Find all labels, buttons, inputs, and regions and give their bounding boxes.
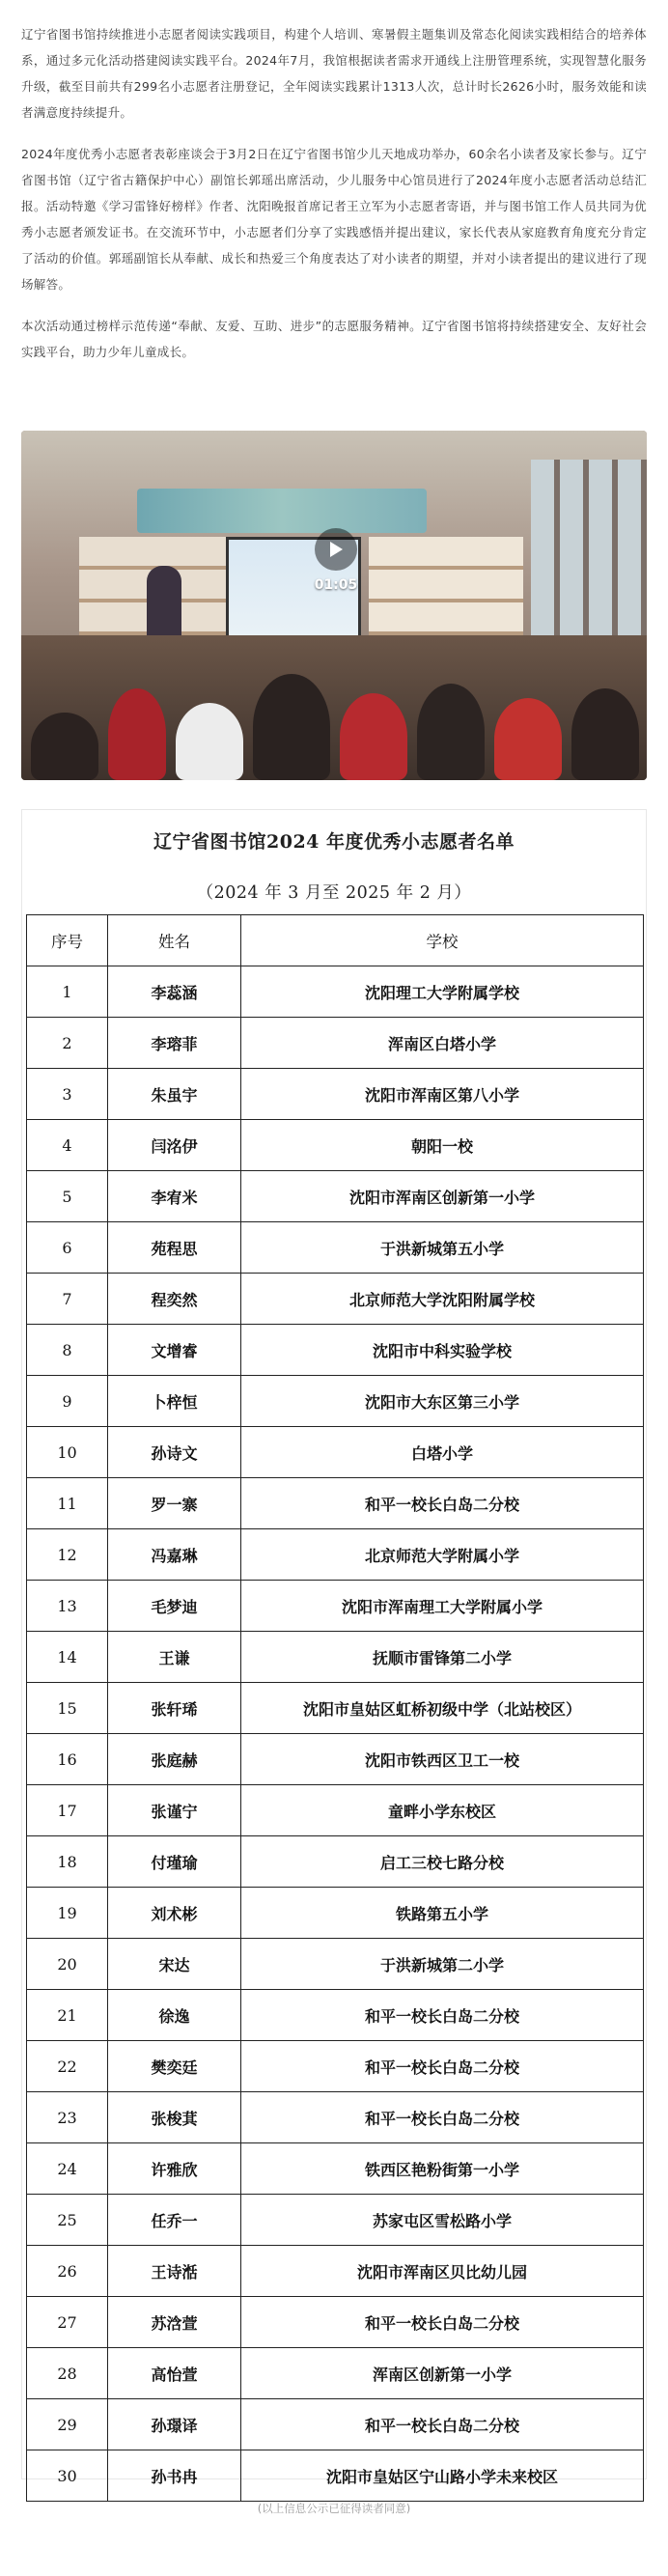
table-row [27,2399,644,2450]
row-number: 27 [27,2297,108,2348]
article-paragraph-3: 本次活动通过榜样示范传递“奉献、友爱、互助、进步”的志愿服务精神。辽宁省图书馆将持续搭建安全、友好社会实践平台，助力少年儿童成长。 [21,319,647,359]
row-number: 5 [27,1171,108,1222]
table-row [27,1888,644,1939]
table-row [27,2297,644,2348]
video-play-button[interactable] [315,528,357,571]
row-number: 21 [27,1990,108,2041]
volunteer-name: 付瑾瑜 [108,1836,241,1888]
row-number: 12 [27,1529,108,1581]
table-row [27,1274,644,1325]
table-row [27,1120,644,1171]
row-number: 7 [27,1274,108,1325]
volunteer-name: 刘术彬 [108,1888,241,1939]
volunteer-name: 罗一寨 [108,1478,241,1529]
volunteer-name: 张庭赫 [108,1734,241,1785]
header-school: 学校 [241,915,644,966]
volunteer-name: 苏浛萱 [108,2297,241,2348]
school-name: 沈阳市浑南区第八小学 [241,1069,644,1120]
volunteer-name: 闫洺伊 [108,1120,241,1171]
school-name: 铁路第五小学 [241,1888,644,1939]
school-name: 浑南区白塔小学 [241,1018,644,1069]
table-row [27,1683,644,1734]
volunteer-name: 张谨宁 [108,1785,241,1836]
school-name: 和平一校长白岛二分校 [241,1478,644,1529]
school-name: 沈阳市铁西区卫工一校 [241,1734,644,1785]
volunteer-name: 李蕊涵 [108,966,241,1018]
volunteer-name: 徐逸 [108,1990,241,2041]
row-number: 15 [27,1683,108,1734]
article-body [21,21,647,365]
school-name: 抚顺市雷锋第二小学 [241,1632,644,1683]
table-row [27,1018,644,1069]
table-header-row [27,915,644,966]
table-row [27,1171,644,1222]
table-row [27,1632,644,1683]
header-name: 姓名 [108,915,241,966]
row-number: 10 [27,1427,108,1478]
row-number: 30 [27,2450,108,2502]
row-number: 1 [27,966,108,1018]
school-name: 白塔小学 [241,1427,644,1478]
school-name: 沈阳市皇姑区虹桥初级中学（北站校区） [241,1683,644,1734]
table-row [27,1427,644,1478]
header-number: 序号 [27,915,108,966]
play-icon [327,540,345,559]
volunteer-name: 冯嘉琳 [108,1529,241,1581]
row-number: 25 [27,2195,108,2246]
volunteer-name: 王诗湉 [108,2246,241,2297]
volunteer-name: 孙诗文 [108,1427,241,1478]
table-row [27,2195,644,2246]
table-row [27,1529,644,1581]
row-number: 16 [27,1734,108,1785]
event-video[interactable] [21,431,647,780]
article-paragraph-2: 2024年度优秀小志愿者表彰座谈会于3月2日在辽宁省图书馆少儿天地成功举办，60余名小读者及家长参与。辽宁省图书馆（辽宁省古籍保护中心）副馆长郭瑶出席活动，少儿服务中心馆员进行了2024年度小志愿者活动总结汇报。活动特邀《学习雷锋好榜样》作者、沈阳晚报首席记者王立军为小志愿者寄语，并与图书馆工作人员共同为优秀小志愿者颁发证书。在交流环节中，小志愿者们分享了实践感悟并提出建议，家长代表从家庭教育角度充分肯定了活动的价值。郭瑶副馆长从奉献、成长和热爱三个角度表达了对小读者的期望，并对小读者提出的建议进行了现场解答。 [21,147,647,292]
volunteer-name: 许雅欣 [108,2143,241,2195]
table-row [27,1325,644,1376]
row-number: 22 [27,2041,108,2092]
table-body [27,966,644,2502]
row-number: 3 [27,1069,108,1120]
school-name: 浑南区创新第一小学 [241,2348,644,2399]
footnote: (以上信息公示已征得读者同意) [257,2502,411,2515]
volunteer-name: 李宥米 [108,1171,241,1222]
row-number: 28 [27,2348,108,2399]
table-row [27,1836,644,1888]
row-number: 17 [27,1785,108,1836]
table-row [27,1990,644,2041]
school-name: 北京师范大学沈阳附属学校 [241,1274,644,1325]
school-name: 于洪新城第二小学 [241,1939,644,1990]
school-name: 苏家屯区雪松路小学 [241,2195,644,2246]
list-subtitle: （2024 年 3 月至 2025 年 2 月） [196,883,472,903]
volunteer-name: 张梭萁 [108,2092,241,2143]
table-row [27,1581,644,1632]
volunteer-name: 樊奕廷 [108,2041,241,2092]
row-number: 29 [27,2399,108,2450]
school-name: 启工三校七路分校 [241,1836,644,1888]
school-name: 和平一校长白岛二分校 [241,1990,644,2041]
row-number: 11 [27,1478,108,1529]
volunteer-table [26,914,644,2502]
volunteer-name: 苑程思 [108,1222,241,1274]
volunteer-name: 卜梓恒 [108,1376,241,1427]
volunteer-name: 文增睿 [108,1325,241,1376]
row-number: 2 [27,1018,108,1069]
school-name: 童畔小学东校区 [241,1785,644,1836]
table-row [27,1785,644,1836]
video-frame-audience [21,655,647,780]
school-name: 沈阳市大东区第三小学 [241,1376,644,1427]
school-name: 沈阳理工大学附属学校 [241,966,644,1018]
school-name: 和平一校长白岛二分校 [241,2399,644,2450]
school-name: 和平一校长白岛二分校 [241,2041,644,2092]
volunteer-name: 孙璟译 [108,2399,241,2450]
row-number: 14 [27,1632,108,1683]
school-name: 于洪新城第五小学 [241,1222,644,1274]
table-row [27,2348,644,2399]
volunteer-name: 程奕然 [108,1274,241,1325]
volunteer-name: 宋达 [108,1939,241,1990]
row-number: 18 [27,1836,108,1888]
table-row [27,1478,644,1529]
volunteer-list-card [21,809,647,2486]
table-row [27,1939,644,1990]
school-name: 沈阳市浑南区贝比幼儿园 [241,2246,644,2297]
volunteer-name: 高怡萱 [108,2348,241,2399]
table-row [27,2092,644,2143]
row-number: 26 [27,2246,108,2297]
row-number: 4 [27,1120,108,1171]
row-number: 13 [27,1581,108,1632]
row-number: 9 [27,1376,108,1427]
article-paragraph-1: 辽宁省图书馆持续推进小志愿者阅读实践项目，构建个人培训、寒暑假主题集训及常态化阅读实践相结合的培养体系，通过多元化活动搭建阅读实践平台。2024年7月，我馆根据读者需求开通线上注册管理系统，实现智慧化服务升级，截至目前共有299名小志愿者注册登记，全年阅读实践累计1313人次，总计时长2626小时，服务效能和读者满意度持续提升。 [21,27,647,120]
table-row [27,1376,644,1427]
list-title: 辽宁省图书馆2024 年度优秀小志愿者名单 [153,831,515,853]
row-number: 19 [27,1888,108,1939]
volunteer-name: 孙书冉 [108,2450,241,2502]
row-number: 24 [27,2143,108,2195]
table-row [27,1222,644,1274]
row-number: 23 [27,2092,108,2143]
school-name: 沈阳市皇姑区宁山路小学未来校区 [241,2450,644,2502]
video-frame-banner [137,489,427,533]
video-duration: 01:05 [314,577,358,593]
school-name: 和平一校长白岛二分校 [241,2092,644,2143]
table-row [27,2041,644,2092]
volunteer-name: 李瑢菲 [108,1018,241,1069]
school-name: 铁西区艳粉街第一小学 [241,2143,644,2195]
volunteer-name: 朱虽宇 [108,1069,241,1120]
volunteer-name: 任乔一 [108,2195,241,2246]
school-name: 和平一校长白岛二分校 [241,2297,644,2348]
school-name: 沈阳市中科实验学校 [241,1325,644,1376]
table-row [27,2450,644,2502]
row-number: 6 [27,1222,108,1274]
row-number: 20 [27,1939,108,1990]
school-name: 沈阳市浑南区创新第一小学 [241,1171,644,1222]
volunteer-name: 张轩琋 [108,1683,241,1734]
school-name: 沈阳市浑南理工大学附属小学 [241,1581,644,1632]
volunteer-name: 毛梦迪 [108,1581,241,1632]
school-name: 朝阳一校 [241,1120,644,1171]
school-name: 北京师范大学附属小学 [241,1529,644,1581]
table-row [27,1734,644,1785]
table-row [27,2143,644,2195]
volunteer-name: 王谦 [108,1632,241,1683]
table-row [27,966,644,1018]
row-number: 8 [27,1325,108,1376]
table-row [27,2246,644,2297]
table-row [27,1069,644,1120]
